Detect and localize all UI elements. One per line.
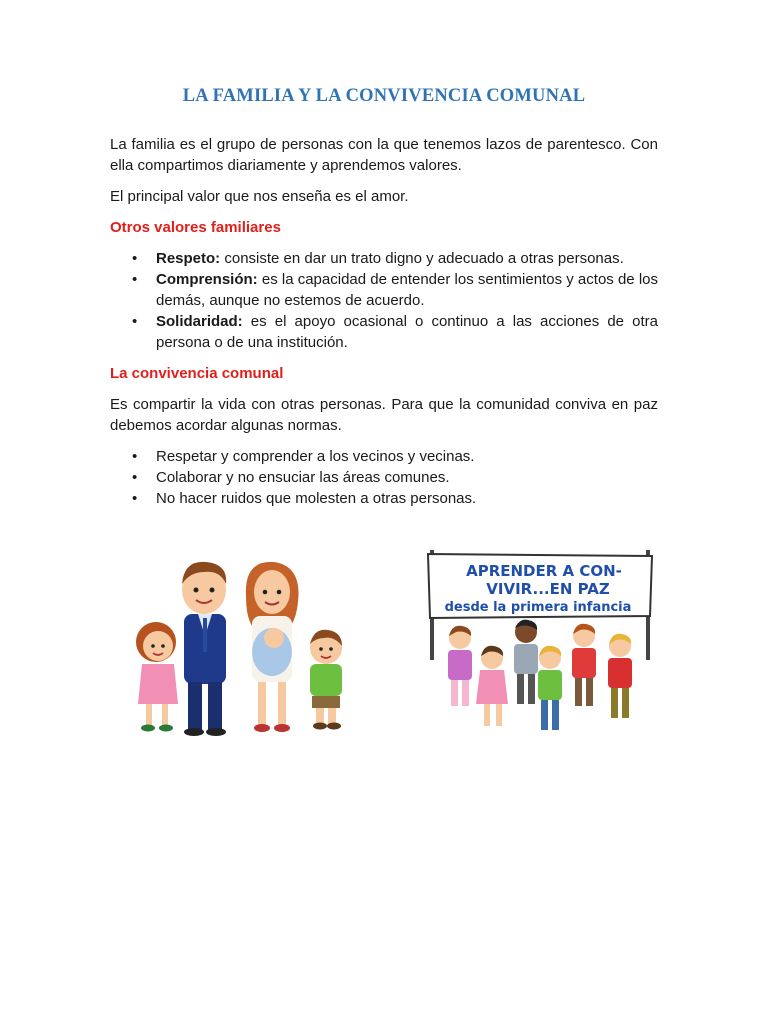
normas-list bbox=[110, 446, 658, 509]
banner-line-3: desde la primera infancia bbox=[444, 600, 632, 615]
section-heading-convivencia: La convivencia comunal bbox=[110, 365, 284, 382]
definition-comprension: es la capacidad de entender los sentimientos y actos de los demás, aunque no estemos de acuerdo. bbox=[156, 271, 658, 309]
term-comprension: Comprensión: bbox=[156, 271, 258, 288]
term-solidaridad: Solidaridad: bbox=[156, 313, 243, 330]
document-body bbox=[110, 134, 658, 519]
definition-respeto: consiste en dar un trato digno y adecuado a otras personas. bbox=[220, 250, 624, 267]
mother-figure bbox=[246, 562, 299, 732]
valores-list bbox=[110, 248, 658, 353]
list-item bbox=[110, 248, 658, 269]
boy-figure bbox=[310, 630, 342, 730]
father-figure bbox=[182, 562, 226, 736]
banner-illustration bbox=[420, 546, 660, 746]
convivencia-paragraph: Es compartir la vida con otras personas. Para que la comunidad conviva en paz debemos acordar algunas normas. bbox=[110, 396, 658, 434]
children-group bbox=[448, 620, 632, 730]
list-item: • No hacer ruidos que molesten a otras personas. bbox=[110, 488, 658, 509]
intro-paragraph-2: El principal valor que nos enseña es el amor. bbox=[110, 188, 409, 205]
banner-line-2: VIVIR...EN PAZ bbox=[486, 580, 610, 598]
list-item: • Respetar y comprender a los vecinos y vecinas. bbox=[110, 446, 658, 467]
term-respeto: Respeto: bbox=[156, 250, 221, 267]
list-item bbox=[110, 269, 658, 311]
list-item bbox=[110, 311, 658, 353]
list-item: • Colaborar y no ensuciar las áreas comunes. bbox=[110, 467, 658, 488]
definition-solidaridad: es el apoyo ocasional o continuo a las acciones de otra persona o de una institución. bbox=[156, 313, 658, 351]
banner-line-1: APRENDER A CON- bbox=[466, 562, 622, 580]
family-illustration bbox=[124, 556, 374, 740]
intro-paragraph-1: La familia es el grupo de personas con la que tenemos lazos de parentesco. Con ella compartimos diariamente y aprendemos valores. bbox=[110, 136, 658, 174]
girl-figure bbox=[136, 622, 178, 732]
section-heading-valores: Otros valores familiares bbox=[110, 219, 281, 236]
page-title: LA FAMILIA Y LA CONVIVENCIA COMUNAL bbox=[182, 86, 586, 106]
